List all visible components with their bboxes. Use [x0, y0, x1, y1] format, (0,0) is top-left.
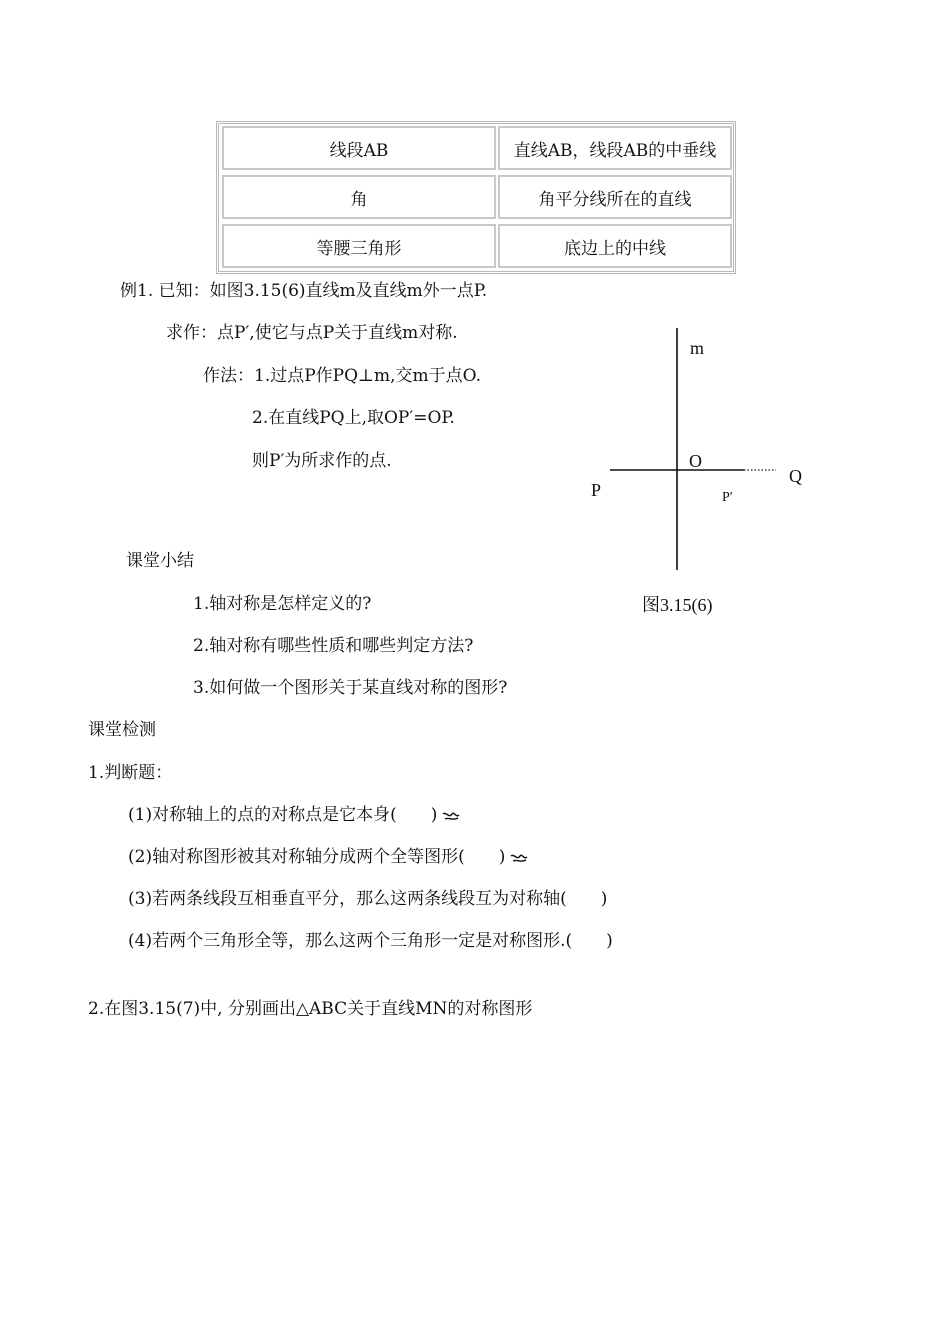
label-p-prime: P′ — [722, 490, 733, 505]
scribble-mark-icon — [509, 852, 529, 864]
q1-item-text: (2)轴对称图形被其对称轴分成两个全等图形( ) — [128, 847, 506, 867]
label-p: P — [591, 480, 602, 500]
table-row — [222, 224, 730, 268]
figure-caption: 图3.15(6) — [642, 595, 713, 615]
q2-text: 2.在图3.15(7)中, 分别画出△ABC关于直线MN的对称图形 — [88, 999, 533, 1019]
summary-item: 3.如何做一个图形关于某直线对称的图形? — [193, 678, 508, 698]
test-heading: 课堂检测 — [88, 720, 156, 740]
symmetry-table — [216, 121, 736, 274]
summary-item: 1.轴对称是怎样定义的? — [193, 594, 372, 614]
summary-item: 2.轴对称有哪些性质和哪些判定方法? — [193, 636, 474, 656]
table-row — [222, 126, 730, 170]
label-q: Q — [789, 466, 802, 486]
table-cell-axis: 角平分线所在的直线 — [498, 175, 732, 219]
q1-item — [128, 849, 529, 866]
scribble-mark-icon — [441, 810, 461, 822]
q1-item-text: (1)对称轴上的点的对称点是它本身( ) — [128, 805, 438, 825]
label-o: O — [689, 451, 702, 471]
table-cell-figure: 线段AB — [222, 126, 496, 170]
q1-item: (4)若两个三角形全等，那么这两个三角形一定是对称图形.( ) — [128, 931, 613, 951]
example-step1: 作法：1.过点P作PQ⊥m,交m于点O. — [203, 366, 482, 386]
summary-heading: 课堂小结 — [126, 551, 194, 571]
q1-heading: 1.判断题： — [88, 763, 173, 783]
q1-item: (3)若两条线段互相垂直平分，那么这两条线段互为对称轴( ) — [128, 889, 608, 909]
label-m: m — [690, 338, 705, 358]
symmetry-figure — [580, 320, 820, 580]
table-row — [222, 175, 730, 219]
q1-item — [128, 807, 461, 824]
table-cell-axis: 直线AB，线段AB的中垂线 — [498, 126, 732, 170]
example-step2: 2.在直线PQ上,取OP′=OP. — [252, 408, 455, 428]
table-cell-figure: 等腰三角形 — [222, 224, 496, 268]
example-conclusion: 则P′为所求作的点. — [252, 451, 392, 471]
example-given: 例1. 已知：如图3.15(6)直线m及直线m外一点P. — [120, 281, 488, 301]
example-task: 求作：点P′,使它与点P关于直线m对称. — [166, 323, 458, 343]
table-cell-figure: 角 — [222, 175, 496, 219]
table-cell-axis: 底边上的中线 — [498, 224, 732, 268]
